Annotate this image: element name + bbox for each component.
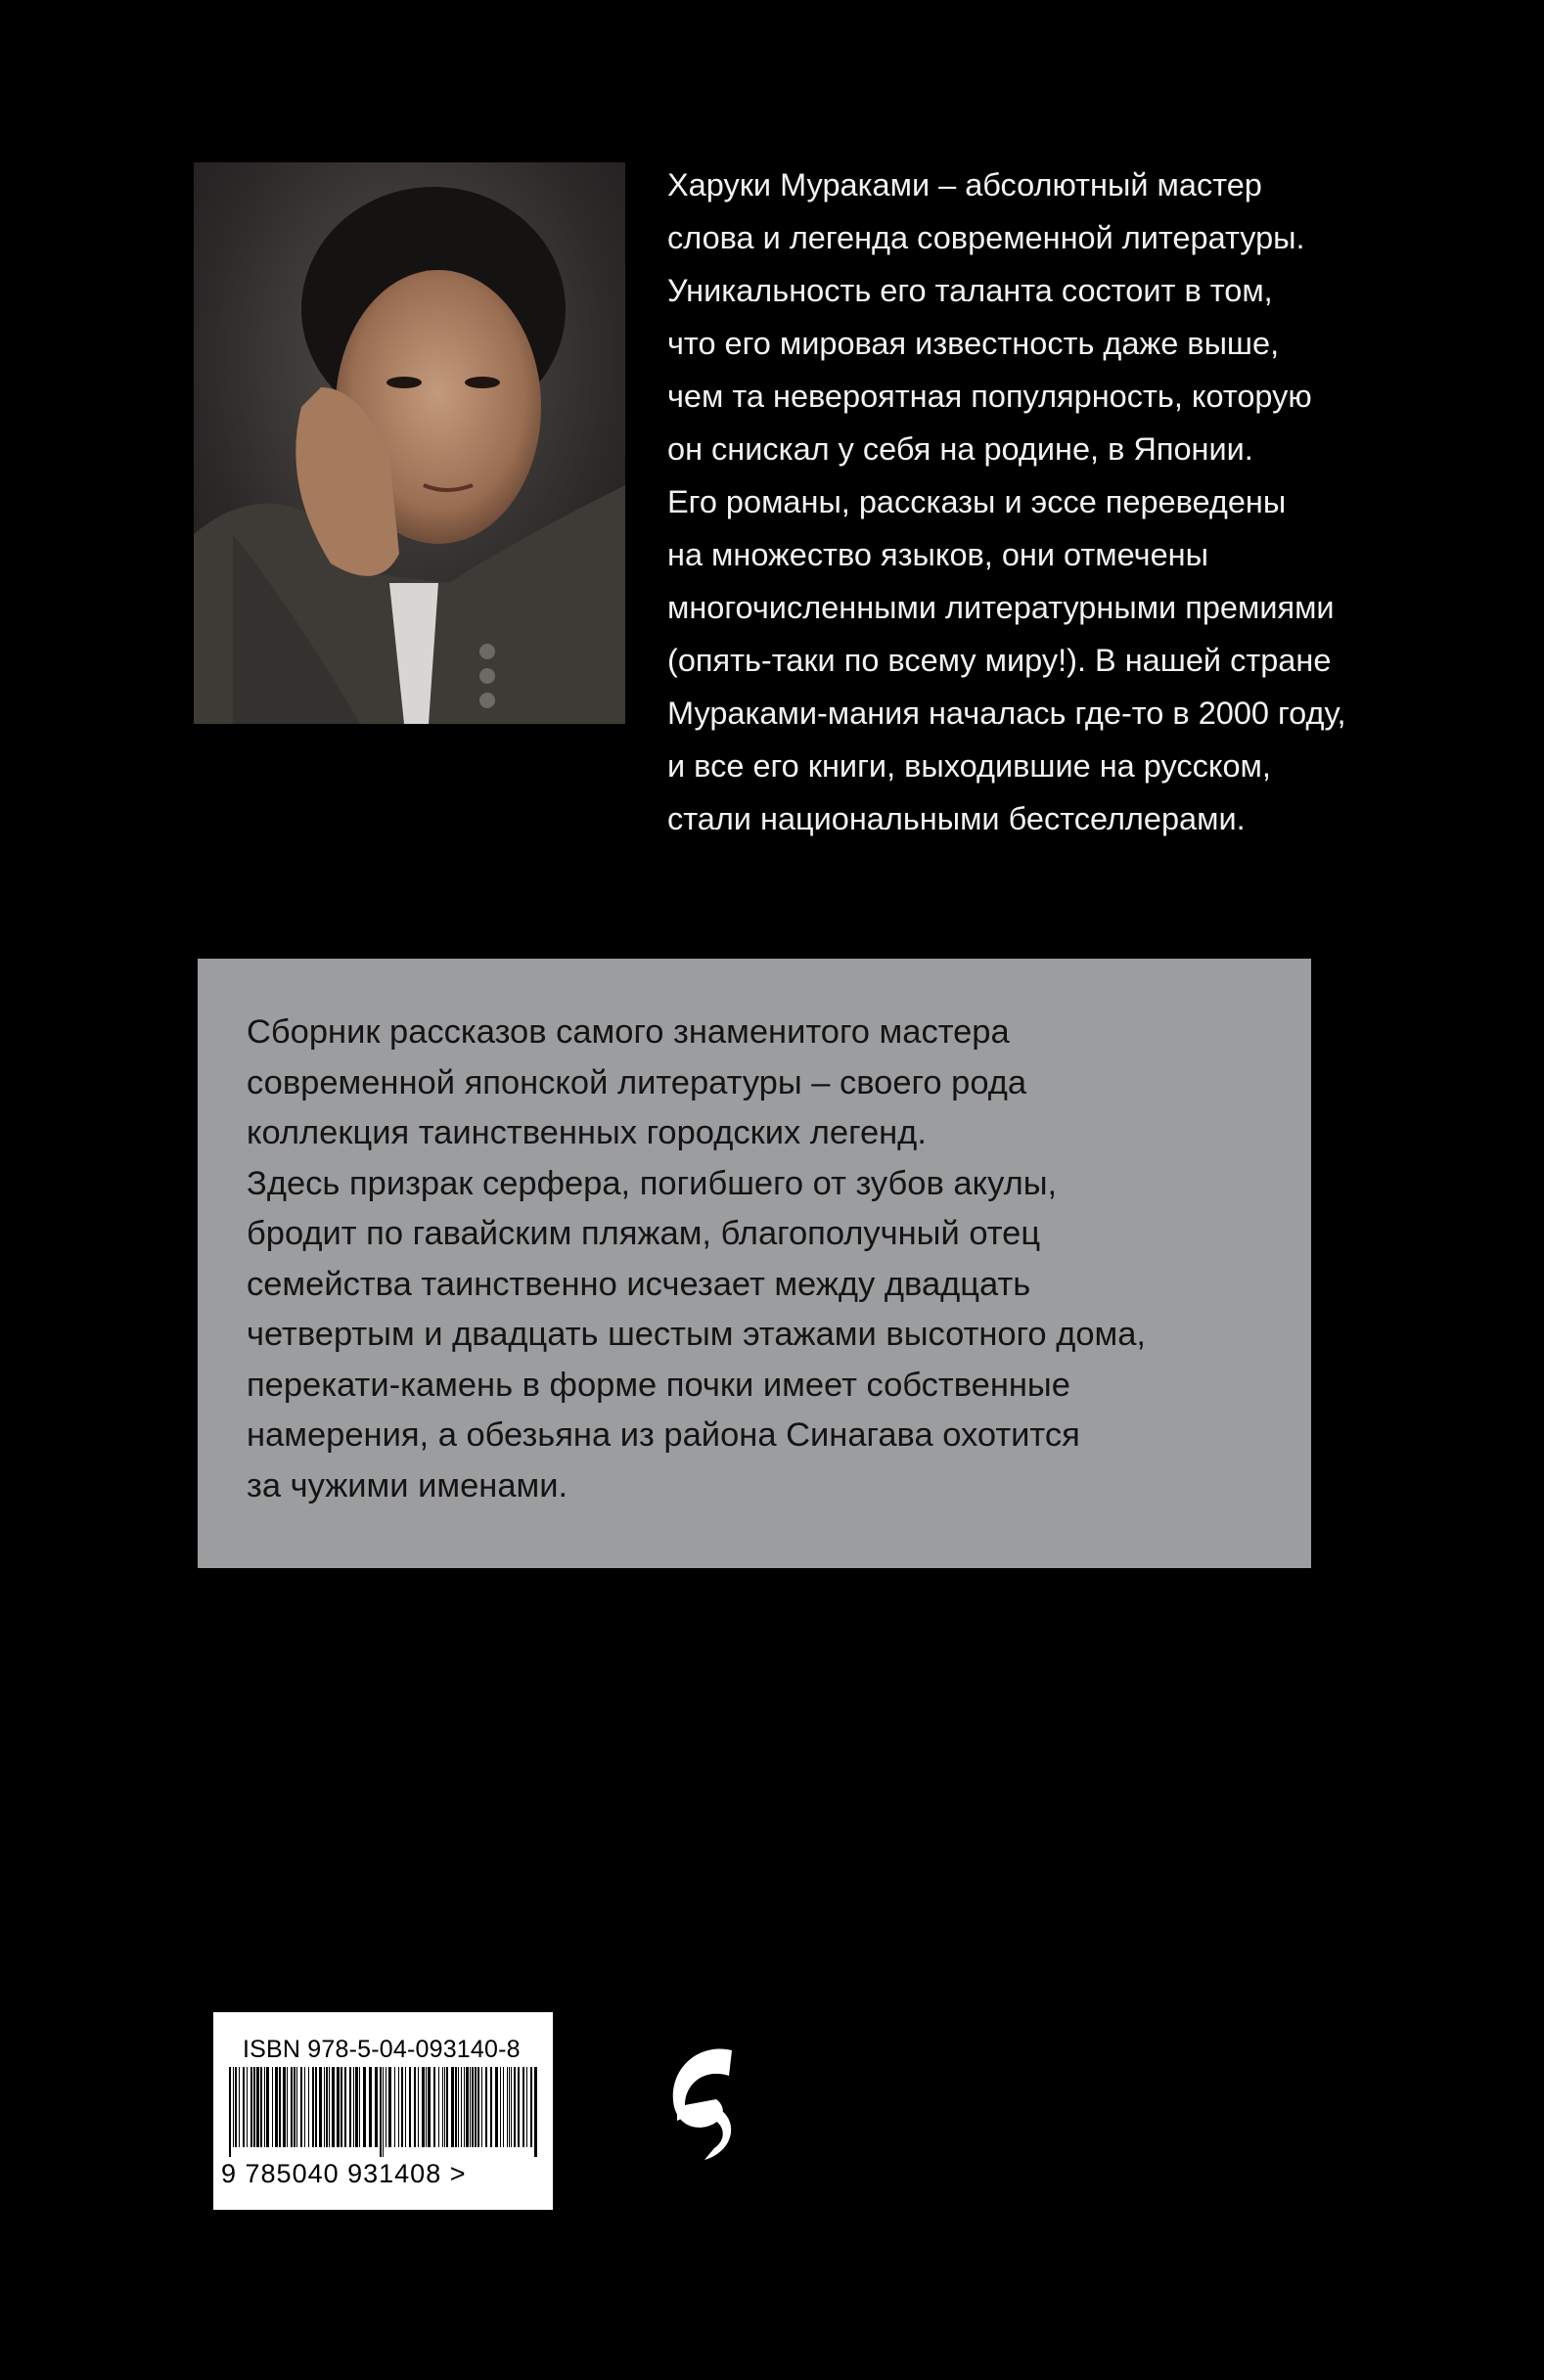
isbn-label: ISBN 978-5-04-093140-8 (243, 2036, 521, 2063)
barcode-bar (266, 2067, 269, 2147)
barcode-bar (380, 2067, 382, 2157)
barcode-bar (337, 2067, 340, 2147)
blurb-line: семейства таинственно исчезает между двадцать (247, 1265, 1031, 1303)
barcode-bar (409, 2067, 411, 2147)
barcode-bar (349, 2067, 351, 2147)
blurb-line: бродит по гавайским пляжам, благополучный отец (247, 1215, 1041, 1252)
barcode-bar (511, 2067, 512, 2147)
book-blurb-box (198, 959, 1311, 1568)
book-blurb (247, 1008, 1284, 1511)
barcode-bar (359, 2067, 360, 2147)
barcode-bar (296, 2067, 297, 2147)
blurb-line: Здесь призрак серфера, погибшего от зубов акулы, (247, 1164, 1058, 1202)
barcode-bar (507, 2067, 508, 2147)
barcode-bar (446, 2067, 448, 2147)
barcode-bar (458, 2067, 459, 2147)
barcode-bar (428, 2067, 431, 2147)
author-bio-line: и все его книги, выходившие на русском, (667, 748, 1271, 784)
barcode-bar (355, 2067, 358, 2147)
blurb-line: четвертым и двадцать шестым этажами высотного дома, (247, 1316, 1147, 1353)
barcode-bar (422, 2067, 425, 2147)
barcode-bar (294, 2067, 295, 2147)
barcode-bar (438, 2067, 439, 2147)
blurb-line: за чужими именами. (247, 1466, 568, 1504)
barcode-bar (243, 2067, 245, 2147)
barcode-bar (324, 2067, 325, 2147)
barcode-bar (363, 2067, 366, 2147)
barcode-panel (213, 2012, 553, 2210)
barcode-bar (455, 2067, 457, 2147)
barcode-bar (466, 2067, 469, 2147)
barcode-bar (530, 2067, 532, 2147)
barcode-bar (233, 2067, 234, 2147)
barcode-bar (341, 2067, 342, 2147)
barcode-bar (344, 2067, 346, 2147)
barcode-bar (287, 2067, 288, 2147)
barcode-bar (235, 2067, 237, 2147)
blurb-line: намерения, а обезьяна из района Синагава охотится (247, 1416, 1080, 1454)
barcode-bar (485, 2067, 487, 2147)
barcode-bar (475, 2067, 477, 2147)
barcode-bar (514, 2067, 516, 2147)
barcode-bar (291, 2067, 293, 2147)
barcode-bar (375, 2067, 378, 2147)
barcode-bar (414, 2067, 416, 2147)
author-bio-line: стали национальными бестселлерами. (667, 801, 1246, 836)
author-portrait-image (194, 162, 625, 724)
barcode-bar (304, 2067, 305, 2147)
barcode-bar (247, 2067, 248, 2147)
author-bio-line: слова и легенда современной литературы. (667, 220, 1305, 255)
barcode-bar (444, 2067, 445, 2147)
blurb-line: перекати-камень в форме почки имеет собственные (247, 1366, 1070, 1404)
barcode-bar (264, 2067, 265, 2147)
author-bio-line: что его мировая известность даже выше, (667, 326, 1280, 361)
barcode-bar (256, 2067, 259, 2147)
barcode-bar (250, 2067, 252, 2147)
barcode-bar (319, 2067, 322, 2147)
barcode-bar (353, 2067, 354, 2147)
author-bio-line: Мураками-мания началась где-то в 2000 году, (667, 696, 1346, 731)
barcode-bar (383, 2067, 384, 2157)
eksmo-e-logo-icon (656, 2033, 753, 2170)
barcode-bar (398, 2067, 399, 2147)
barcode-image (227, 2067, 540, 2157)
barcode-bar (329, 2067, 330, 2147)
barcode-digits: 9 785040 931408 > (221, 2159, 467, 2188)
barcode-bar (279, 2067, 281, 2147)
barcode-bar (300, 2067, 302, 2147)
barcode-bar (477, 2067, 479, 2147)
barcode-bar (388, 2067, 391, 2147)
barcode-bar (272, 2067, 273, 2147)
barcode-bar (253, 2067, 255, 2147)
author-bio-line: он снискал у себя на родине, в Японии. (667, 431, 1253, 467)
author-bio-line: многочисленными литературными премиями (667, 590, 1335, 625)
blurb-line: коллекция таинственных городских легенд. (247, 1114, 927, 1151)
barcode-bar (518, 2067, 520, 2147)
barcode-bar (461, 2067, 462, 2147)
barcode-bar (522, 2067, 524, 2147)
barcode-bar (418, 2067, 419, 2147)
barcode-bar (451, 2067, 454, 2147)
barcode-bar (433, 2067, 435, 2147)
author-bio-line: на множество языков, они отмечены (667, 537, 1208, 572)
barcode-bar (472, 2067, 474, 2147)
barcode-bar (315, 2067, 317, 2147)
barcode-bar (464, 2067, 465, 2147)
barcode-bar (481, 2067, 482, 2147)
author-photo (194, 162, 625, 724)
barcode-bar (308, 2067, 309, 2147)
barcode-bar (509, 2067, 510, 2147)
barcode-bar (490, 2067, 492, 2147)
barcode-bar (470, 2067, 471, 2147)
author-bio-line: Харуки Мураками – абсолютный мастер (667, 167, 1262, 202)
barcode-bar (369, 2067, 372, 2147)
barcode-bar (332, 2067, 335, 2147)
barcode-bar (401, 2067, 403, 2147)
author-bio-line: Его романы, рассказы и эссе переведены (667, 484, 1287, 519)
barcode-bar (239, 2067, 240, 2147)
barcode-bar (534, 2067, 537, 2157)
barcode-bar (495, 2067, 498, 2147)
barcode-bar (500, 2067, 501, 2147)
barcode-bar (283, 2067, 286, 2147)
barcode-bar (260, 2067, 262, 2147)
barcode-bar (405, 2067, 406, 2147)
blurb-line: современной японской литературы – своего рода (247, 1063, 1027, 1101)
barcode-bar (326, 2067, 328, 2147)
author-bio-line: Уникальность его таланта состоит в том, (667, 273, 1273, 308)
author-bio (667, 158, 1421, 845)
barcode-bar (275, 2067, 278, 2147)
author-bio-line: (опять-таки по всему миру!). В нашей стране (667, 643, 1332, 678)
barcode-bar (442, 2067, 443, 2147)
barcode-bar (503, 2067, 504, 2147)
barcode-bar (312, 2067, 314, 2147)
barcode-bar (426, 2067, 427, 2147)
barcode-bar (394, 2067, 395, 2147)
barcode-bar (229, 2067, 231, 2157)
author-bio-line: чем та невероятная популярность, которую (667, 379, 1312, 414)
barcode-bar (526, 2067, 527, 2147)
blurb-line: Сборник рассказов самого знаменитого мастера (247, 1013, 1010, 1051)
